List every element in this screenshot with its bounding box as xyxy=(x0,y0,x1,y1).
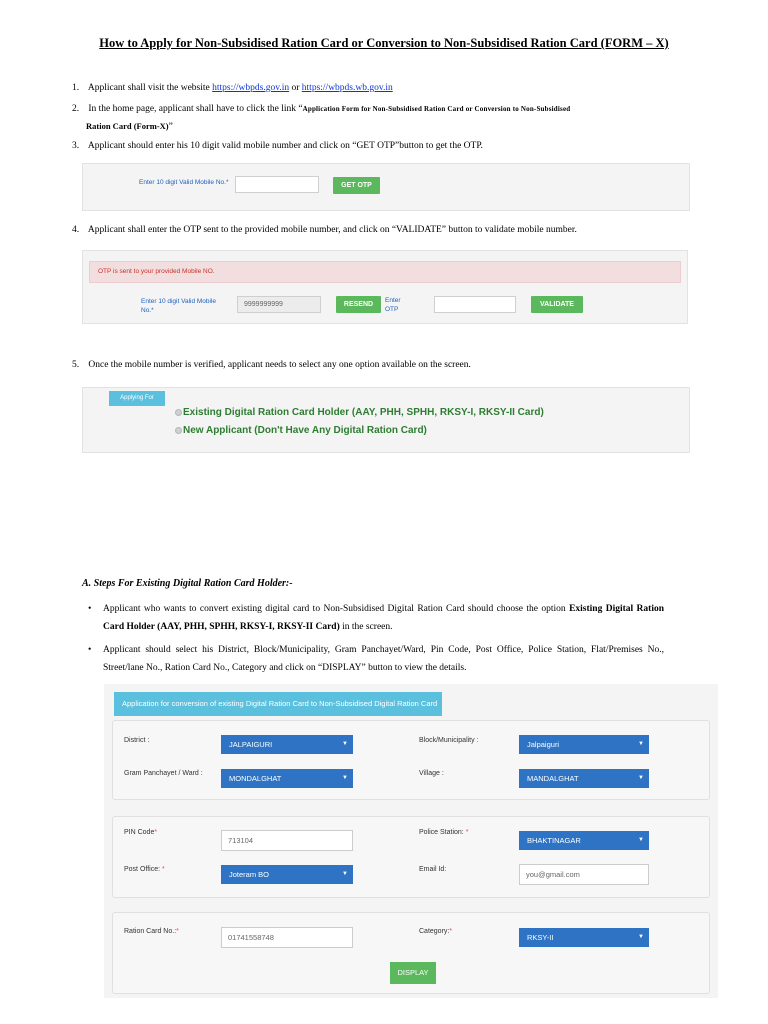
gp-label: Gram Panchayet / Ward : xyxy=(124,770,203,777)
po-label xyxy=(124,866,165,873)
conversion-form xyxy=(104,684,718,998)
chevron-down-icon: ▼ xyxy=(638,837,644,843)
chevron-down-icon: ▼ xyxy=(342,775,348,781)
chevron-down-icon: ▼ xyxy=(638,741,644,747)
website-link-1[interactable]: https://wbpds.gov.in xyxy=(212,83,290,93)
radio-icon[interactable] xyxy=(175,409,182,416)
section-a-heading: A. Steps For Existing Digital Ration Card Holder:- xyxy=(82,578,293,589)
rc-label-text: Ration Card No.: xyxy=(124,928,177,935)
link-name-text: Application Form for Non-Subsidised Ration Card or Conversion to Non-Subsidised xyxy=(302,105,571,113)
village-label: Village : xyxy=(419,770,444,777)
step-number: 3. xyxy=(72,141,80,151)
bullet-1 xyxy=(88,600,664,636)
village-value: MANDALGHAT xyxy=(527,774,579,783)
validate-otp-screen xyxy=(82,250,688,324)
pin-label xyxy=(124,829,157,836)
step-text: Applicant shall visit the website xyxy=(87,83,213,93)
otp-sent-alert: OTP is sent to your provided Mobile NO. xyxy=(89,261,681,283)
step-text: In the home page, applicant shall have to click the link “ xyxy=(88,104,303,114)
required-mark: * xyxy=(162,866,165,873)
website-link-2[interactable]: https://wbpds.wb.gov.in xyxy=(301,83,393,93)
po-label-text: Post Office: xyxy=(124,866,162,873)
otp-label: Enter OTP xyxy=(385,297,401,313)
block-value: Jalpaiguri xyxy=(527,740,560,749)
option-label: Existing Digital Ration Card Holder (AAY, PHH, SPHH, RKSY-I, RKSY-II Card) xyxy=(183,407,544,418)
resend-button[interactable]: RESEND xyxy=(336,296,381,313)
bullet-2 xyxy=(88,641,664,677)
ration-card-input[interactable]: 01741558748 xyxy=(221,927,353,948)
step-1 xyxy=(72,79,692,97)
required-mark: * xyxy=(154,829,158,836)
chevron-down-icon: ▼ xyxy=(638,775,644,781)
step-text-or: or xyxy=(289,83,302,93)
bullet-text-end: in the screen. xyxy=(339,622,393,632)
step-text: Applicant should enter his 10 digit valid mobile number and click on “GET OTP”button to get the OTP. xyxy=(87,141,483,151)
village-select[interactable] xyxy=(519,769,649,788)
mobile-input[interactable]: 9999999999 xyxy=(237,296,321,313)
police-station-select[interactable] xyxy=(519,831,649,850)
get-otp-button[interactable]: GET OTP xyxy=(333,177,380,194)
step-text: Once the mobile number is verified, applicant needs to select any one option available on the screen. xyxy=(88,360,471,370)
form-header: Application for conversion of existing Digital Ration Card to Non-Subsidised Digital Ration Card xyxy=(114,692,442,716)
address-group xyxy=(112,816,710,898)
ps-label-text: Police Station: xyxy=(419,829,466,836)
step-4 xyxy=(72,221,692,239)
block-select[interactable] xyxy=(519,735,649,754)
display-button[interactable]: DISPLAY xyxy=(390,962,436,984)
mobile-input[interactable] xyxy=(235,176,319,193)
chevron-down-icon: ▼ xyxy=(342,741,348,747)
step-3 xyxy=(72,137,692,155)
post-office-select[interactable] xyxy=(221,865,353,884)
bullet-icon: • xyxy=(88,604,92,614)
bullet-bold-text: Existing Digital Ration Card Holder (AAY, PHH, SPHH, RKSY-I, RKSY-II Card) xyxy=(103,604,664,632)
option-existing-holder[interactable] xyxy=(175,407,544,418)
radio-icon[interactable] xyxy=(175,427,182,434)
email-label: Email Id: xyxy=(419,866,447,873)
step-number: 4. xyxy=(72,225,80,235)
po-value: Joteram BO xyxy=(229,870,270,879)
district-value: JALPAIGURI xyxy=(229,740,273,749)
email-field[interactable]: you@gmail.com xyxy=(519,864,649,885)
district-select[interactable] xyxy=(221,735,353,754)
otp-input[interactable] xyxy=(434,296,516,313)
document-title: How to Apply for Non-Subsidised Ration Card or Conversion to Non-Subsidised Ration Card (FORM – X) xyxy=(99,36,669,50)
ps-value: BHAKTINAGAR xyxy=(527,836,581,845)
mobile-label: Enter 10 digit Valid Mobile No.* xyxy=(141,298,217,314)
gp-value: MONDALGHAT xyxy=(229,774,282,783)
step-number: 5. xyxy=(72,360,80,370)
category-label-text: Category: xyxy=(419,928,450,935)
step-text: Applicant shall enter the OTP sent to the provided mobile number, and click on “VALIDATE” button to validate mobile number. xyxy=(87,225,577,235)
gp-select[interactable] xyxy=(221,769,353,788)
category-value: RKSY-II xyxy=(527,933,554,942)
required-mark: * xyxy=(465,829,469,836)
get-otp-screen xyxy=(82,163,690,211)
applying-for-screen xyxy=(82,387,690,453)
chevron-down-icon: ▼ xyxy=(342,871,348,877)
step-5 xyxy=(72,356,692,374)
quote-close: ” xyxy=(168,122,173,132)
ps-label xyxy=(419,829,468,836)
mobile-label: Enter 10 digit Valid Mobile No.* xyxy=(139,179,229,186)
location-group xyxy=(112,720,710,800)
validate-button[interactable]: VALIDATE xyxy=(531,296,583,313)
option-label: New Applicant (Don't Have Any Digital Ration Card) xyxy=(183,425,427,436)
category-select[interactable] xyxy=(519,928,649,947)
rc-label xyxy=(124,928,179,935)
option-new-applicant[interactable] xyxy=(175,425,427,436)
required-mark: * xyxy=(176,928,179,935)
step-number: 1. xyxy=(72,83,80,93)
pin-label-text: PIN Code xyxy=(124,829,155,836)
step-number: 2. xyxy=(72,104,80,114)
block-label: Block/Municipality : xyxy=(419,737,479,744)
category-label xyxy=(419,928,452,935)
required-mark: * xyxy=(449,928,453,935)
bullet-icon: • xyxy=(88,645,92,655)
district-label: District : xyxy=(124,737,150,744)
step-2 xyxy=(72,100,692,135)
bullet-text: Applicant who wants to convert existing digital card to Non-Subsidised Digital Ration Card should choose the option xyxy=(103,604,570,614)
chevron-down-icon: ▼ xyxy=(638,934,644,940)
bullet-text: Applicant should select his District, Block/Municipality, Gram Panchayet/Ward, Pin Code, Post Office, Police Station, Flat/Premises No., Street/lane No., Ration Card No., Category and click on “DISPLAY” button to view the details. xyxy=(103,645,664,673)
applying-for-tag: Applying For xyxy=(109,391,165,406)
pin-input[interactable]: 713104 xyxy=(221,830,353,851)
link-name-text-line2: Ration Card (Form-X) xyxy=(86,121,169,131)
